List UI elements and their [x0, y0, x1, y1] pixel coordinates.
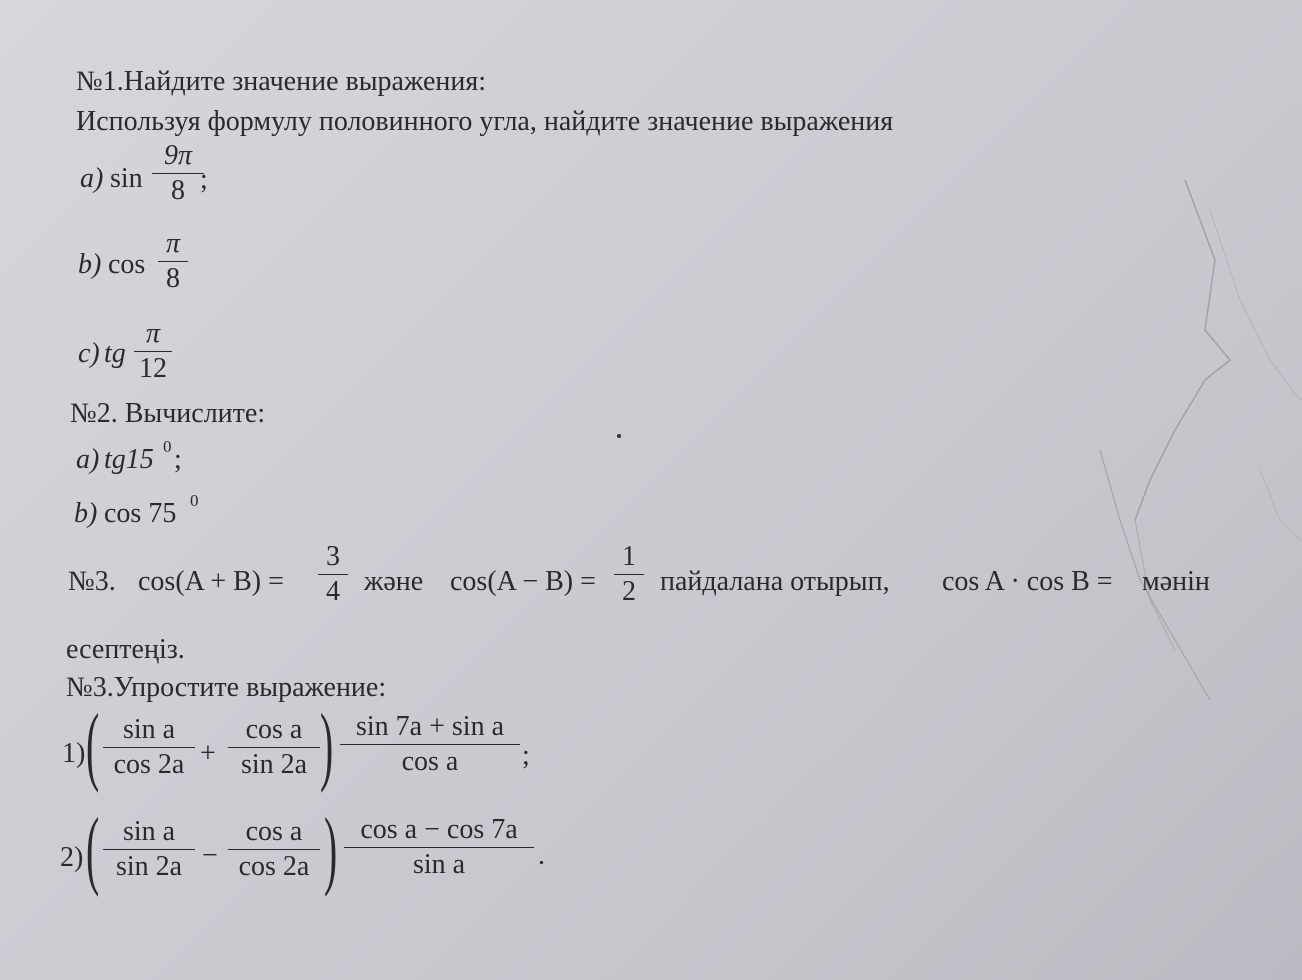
fraction-3 [340, 713, 520, 776]
numerator: 1 [622, 541, 636, 572]
numerator: cos a [245, 816, 303, 847]
fraction [134, 320, 172, 383]
expression-1: cos(A + B) = [138, 566, 284, 597]
numerator: cos a [245, 714, 303, 745]
item-label: c) [78, 338, 100, 369]
expression: tg15 [104, 444, 154, 475]
fraction-bar [228, 747, 320, 748]
denominator: 4 [326, 576, 340, 607]
fraction-bar [614, 574, 644, 575]
item-label: a) [76, 444, 100, 475]
ink-speck [617, 434, 621, 438]
fraction-bar [134, 351, 172, 352]
fraction-2 [228, 716, 320, 779]
denominator: cos 2a [238, 851, 310, 882]
fraction-3 [344, 816, 534, 879]
left-paren: ( [86, 697, 100, 794]
task2-heading: №2. Вычислите: [70, 398, 266, 429]
degree-mark: 0 [190, 491, 199, 510]
numerator: 3 [326, 541, 340, 572]
denominator: cos 2a [113, 749, 185, 780]
numerator: cos a − cos 7a [360, 814, 518, 845]
denominator: sin 2a [115, 851, 183, 882]
left-paren: ( [86, 801, 100, 898]
task3-tail: мәнін [1142, 566, 1210, 597]
denominator: sin a [412, 849, 466, 880]
period: . [538, 840, 545, 871]
operator: + [200, 738, 216, 769]
expression-2: cos(A − B) = [450, 566, 596, 597]
numerator: 9π [163, 140, 193, 171]
func-name: sin [110, 163, 143, 194]
fraction-bar [228, 849, 320, 850]
numerator: π [165, 228, 181, 259]
degree-mark: 0 [163, 437, 172, 456]
numerator: π [145, 318, 161, 349]
numerator: sin 7a + sin a [356, 711, 504, 742]
operator: − [202, 840, 218, 871]
func-name: cos [108, 249, 146, 280]
fraction-1 [103, 818, 195, 881]
denominator: cos a [401, 746, 459, 777]
fraction-bar [103, 849, 195, 850]
right-paren: ) [324, 801, 338, 898]
denominator: 12 [139, 353, 167, 384]
denominator: sin 2a [240, 749, 308, 780]
numerator: sin a [122, 816, 176, 847]
fraction-bar [103, 747, 195, 748]
item-label: a) [80, 163, 104, 194]
expression: cos 75 [104, 498, 177, 529]
item-label: b) [74, 498, 98, 529]
fraction-bar [340, 744, 520, 745]
fraction-1 [318, 543, 348, 606]
task3-line2: есептеңіз. [66, 634, 185, 665]
semicolon: ; [174, 444, 182, 475]
fraction-1 [103, 716, 195, 779]
item-label: 1) [62, 738, 86, 769]
semicolon: ; [522, 740, 530, 771]
fraction-2 [228, 818, 320, 881]
fraction-bar [344, 847, 534, 848]
denominator: 8 [171, 175, 185, 206]
task3-number: №3. [68, 566, 116, 597]
numerator: sin a [122, 714, 176, 745]
task1-heading: №1.Найдите значение выражения: [76, 66, 486, 97]
fraction-2 [614, 543, 644, 606]
fraction [152, 142, 204, 205]
fraction-bar [152, 173, 204, 174]
semicolon: ; [200, 164, 208, 195]
task4-heading: №3.Упростите выражение: [66, 672, 387, 703]
denominator: 8 [166, 263, 180, 294]
item-label: 2) [60, 842, 84, 873]
fraction-bar [158, 261, 188, 262]
task3-text: пайдалана отырып, [660, 566, 890, 597]
task1-instruction: Используя формулу половинного угла, найдите значение выражения [76, 106, 894, 137]
item-label: b) [78, 249, 102, 280]
func-name: tg [104, 338, 126, 369]
fraction-bar [318, 574, 348, 575]
target-expression: cos A · cos B = [942, 566, 1113, 597]
right-paren: ) [320, 697, 334, 794]
conjunction: және [364, 566, 424, 597]
fraction [158, 230, 188, 293]
denominator: 2 [622, 576, 636, 607]
